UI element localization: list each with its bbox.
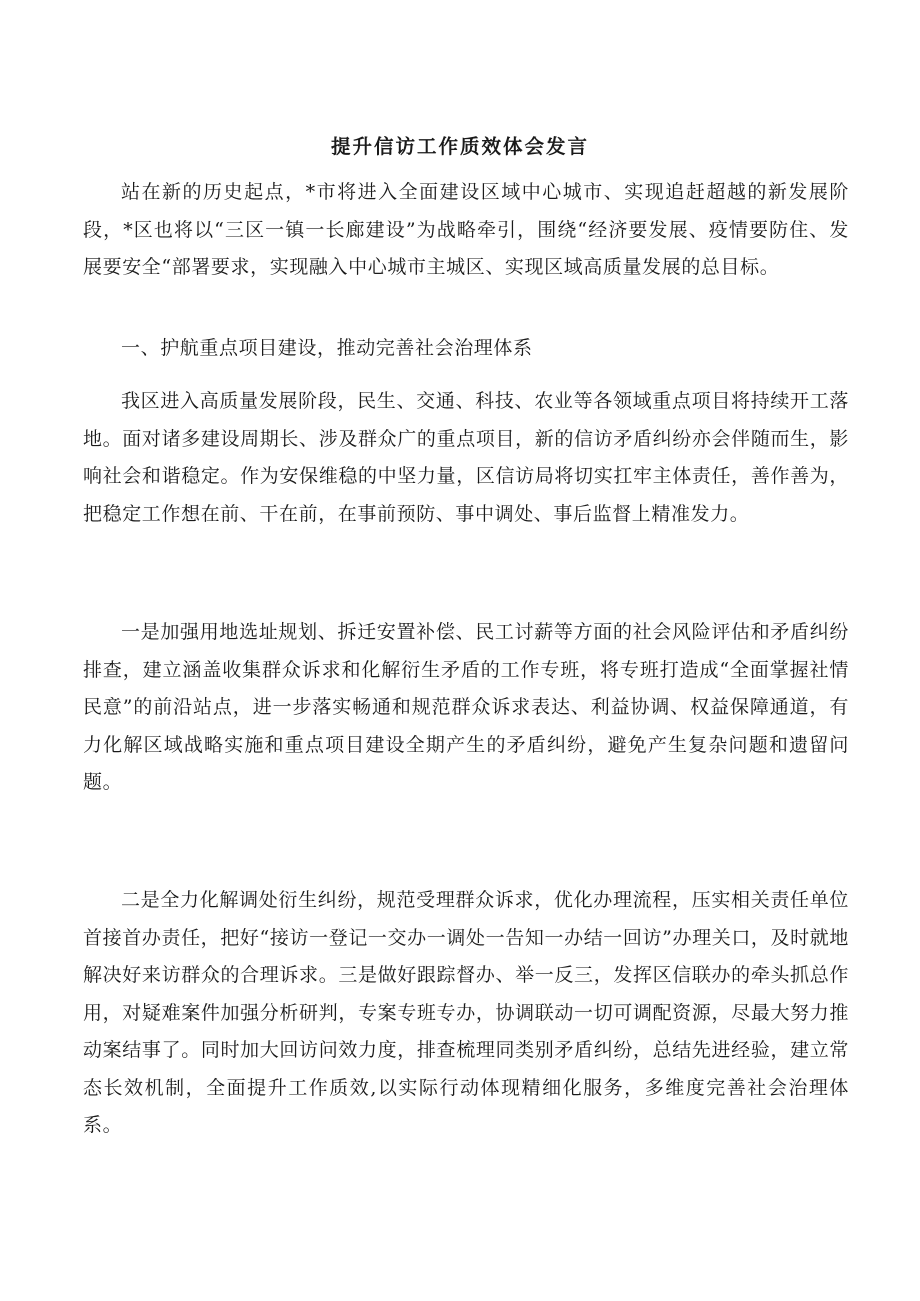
section-heading: 一、护航重点项目建设，推动完善社会治理体系 <box>121 337 533 359</box>
document-title: 提升信访工作质效体会发言 <box>330 135 589 158</box>
section-paragraph-point-two: 二是全力化解调处衍生纠纷，规范受理群众诉求，优化办理流程，压实相关责任单位首接首办责任，把好“接访一登记一交办一调处一告知一办结一回访”办理关口，及时就地解决好来访群众的合理诉求。三是做好跟踪督办、举一反三，发挥区信联办的牵头抓总作用，对疑难案件加强分析研判，专案专班专办，协调联动一切可调配资源，尽最大努力推动案结事了。同时加大回访问效力度，排查梳理同类别矛盾纠纷，总结先进经验，建立常态长效机制，全面提升工作质效,以实际行动体现精细化服务，多维度完善社会治理体系。 <box>83 889 849 1136</box>
section-paragraph: 我区进入高质量发展阶段，民生、交通、科技、农业等各领域重点项目将持续开工落地。面对诸多建设周期长、涉及群众广的重点项目，新的信访矛盾纠纷亦会伴随而生，影响社会和谐稳定。作为安保维稳的中坚力量，区信访局将切实扛牢主体责任，善作善为，把稳定工作想在前、干在前，在事前预防、事中调处、事后监督上精准发力。 <box>83 390 849 525</box>
section-paragraph-point-one: 一是加强用地选址规划、拆迁安置补偿、民工讨薪等方面的社会风险评估和矛盾纠纷排查，建立涵盖收集群众诉求和化解衍生矛盾的工作专班，将专班打造成“全面掌握社情民意”的前沿站点，进一步落实畅通和规范群众诉求表达、利益协调、权益保障通道，有力化解区域战略实施和重点项目建设全期产生的矛盾纠纷，避免产生复杂问题和遗留问题。 <box>83 621 849 793</box>
intro-paragraph: 站在新的历史起点，*市将进入全面建设区域中心城市、实现追赶超越的新发展阶段，*区也将以“三区一镇一长廊建设”为战略牵引，围绕“经济要发展、疫情要防住、发展要安全“部署要求，实现融入中心城市主城区、实现区域高质量发展的总目标。 <box>83 181 849 278</box>
